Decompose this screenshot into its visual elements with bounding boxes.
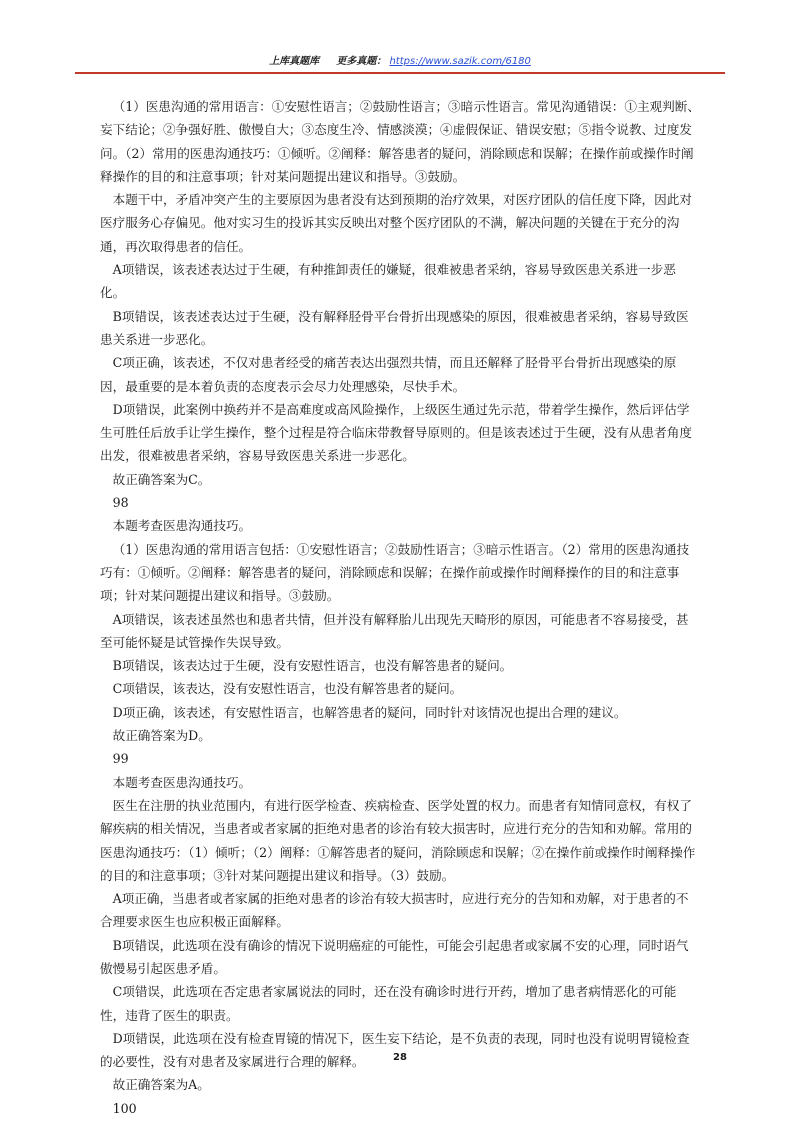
page-header	[75, 52, 725, 67]
paragraph: 本题干中，矛盾冲突产生的主要原因为患者没有达到预期的治疗效果，对医疗团队的信任度下降，因此对医疗服务心存偏见。他对实习生的投诉其实反映出对整个医疗团队的不满，解决问题的关键在于充分的沟通，再次取得患者的信任。	[100, 192, 692, 254]
paragraph: D项错误，此选项在没有检查胃镜的情况下，医生妄下结论，是不负责的表现，同时也没有说明胃镜检查的必要性，没有对患者及家属进行合理的解释。	[100, 1030, 690, 1070]
paragraph: 故正确答案为D。	[112, 728, 211, 744]
paragraph: A项正确，当患者或者家属的拒绝对患者的诊治有较大损害时，应进行充分的告知和劝解，对于患者的不合理要求医生也应积极正面解释。	[100, 891, 689, 930]
paragraph: B项错误，该表达过于生硬，没有安慰性语言，也没有解答患者的疑问。	[112, 658, 513, 674]
paragraph: 本题考查医患沟通技巧。	[112, 774, 252, 790]
paragraph: B项错误，该表述表达过于生硬，没有解释胫骨平台骨折出现感染的原因，很难被患者采纳，容易导致医患关系进一步恶化。	[100, 308, 689, 347]
paragraph: （1）医患沟通的常用语言：①安慰性语言；②鼓励性语言；③暗示性语言。常见沟通错误：①主观判断、妄下结论；②争强好胜、傲慢自大；③态度生冷、情感淡漠；④虚假保证、错误安慰；⑤指令说教、过度发问。（2）常用的医患沟通技巧：①倾听。②阐释：解答患者的疑问，消除顾虑和误解；在操作前或操作时阐释操作的目的和注意事项；针对某问题提出建议和指导。③鼓励。	[100, 99, 700, 184]
paragraph: 98	[112, 495, 129, 511]
paragraph: D项正确，该表述，有安慰性语言，也解答患者的疑问，同时针对该情况也提出合理的建议。	[112, 704, 627, 720]
paragraph: B项错误，此选项在没有确诊的情况下说明癌症的可能性，可能会引起患者或家属不安的心理，同时语气傲慢易引起医患矛盾。	[100, 937, 689, 976]
header-rule	[75, 72, 725, 74]
paragraph: 本题考查医患沟通技巧。	[112, 518, 252, 534]
paragraph: 故正确答案为A。	[112, 1077, 210, 1093]
more-label: 更多真题：	[336, 56, 387, 67]
document-body	[100, 95, 700, 1120]
paragraph: C项正确，该表述，不仅对患者经受的痛苦表达出强烈共情，而且还解释了胫骨平台骨折出现感染的原因，最重要的是本着负责的态度表示会尽力处理感染，尽快手术。	[100, 355, 677, 394]
paragraph: C项错误，该表达，没有安慰性语言，也没有解答患者的疑问。	[112, 681, 463, 697]
paragraph: 医生在注册的执业范围内，有进行医学检查、疾病检查、医学处置的权力。而患者有知情同意权，有权了解疾病的相关情况，当患者或者家属的拒绝对患者的诊治有较大损害时，应进行充分的告知和劝解。常用的医患沟通技巧：（1）倾听；（2）阐释：①解答患者的疑问，消除顾虑和误解；②在操作前或操作时阐释操作的目的和注意事项；③针对某问题提出建议和指导。（3）鼓励。	[100, 797, 696, 883]
paragraph: 故正确答案为C。	[112, 471, 211, 487]
paragraph: D项错误，此案例中换药并不是高难度或高风险操作，上级医生通过先示范，带着学生操作，然后评估学生可胜任后放手让学生操作，整个过程是符合临床带教督导原则的。但是该表述过于生硬，没有从患者角度出发，很难被患者采纳，容易导致医患关系进一步恶化。	[100, 401, 692, 464]
site-name: 上库真题库	[269, 56, 320, 67]
page-number: 28	[393, 1052, 407, 1063]
paragraph: A项错误，该表述虽然也和患者共情，但并没有解释胎儿出现先天畸形的原因，可能患者不容易接受，甚至可能怀疑是试管操作失误导致。	[100, 611, 689, 650]
paragraph: 99	[112, 751, 129, 767]
paragraph: （1）医患沟通的常用语言包括：①安慰性语言；②鼓励性语言；③暗示性语言。（2）常用的医患沟通技巧有：①倾听。②阐释：解答患者的疑问，消除顾虑和误解；在操作前或操作时阐释操作的目的和注意事项；针对某问题提出建议和指导。③鼓励。	[100, 541, 690, 604]
header-link[interactable]: https://www.sazik.com/6180	[389, 56, 531, 67]
paragraph: 100	[112, 1100, 137, 1116]
paragraph: A项错误，该表述表达过于生硬，有种推卸责任的嫌疑，很难被患者采纳，容易导致医患关系进一步恶化。	[100, 262, 676, 301]
paragraph: C项错误，此选项在否定患者家属说法的同时，还在没有确诊时进行开药，增加了患者病情恶化的可能性，违背了医生的职责。	[100, 984, 677, 1023]
